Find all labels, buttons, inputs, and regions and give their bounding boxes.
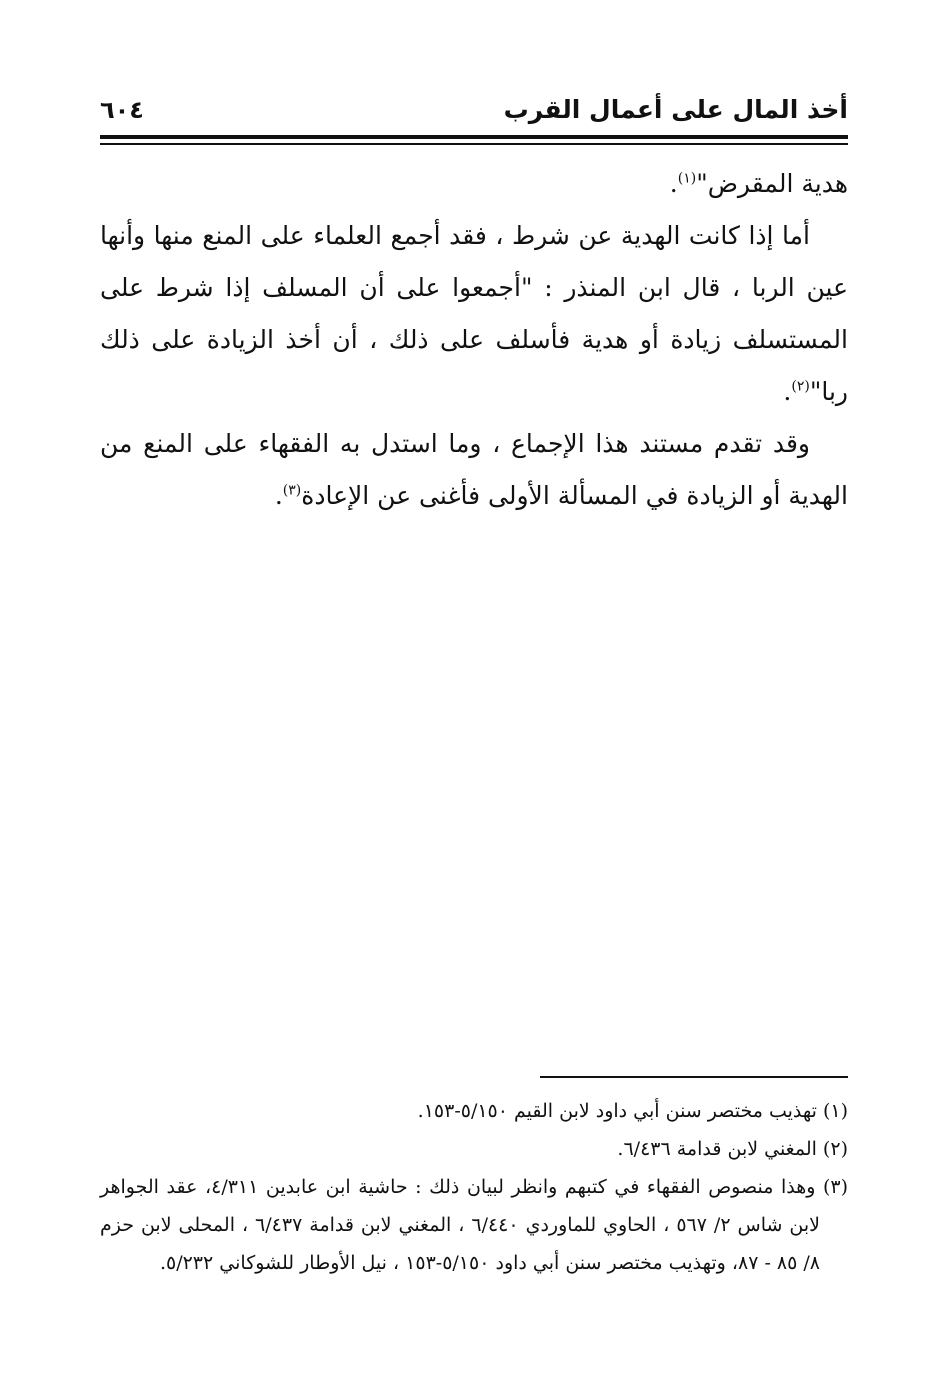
running-title: أخذ المال على أعمال القرب [503,95,848,124]
paragraph-2-text: أما إذا كانت الهدية عن شرط ، فقد أجمع العلماء على المنع منها وأنها عين الربا ، قال ابن المنذر : "أجمعوا على أن المسلف إذا شرط على المستسلف زيادة أو هدية فأسلف على ذلك ، أن أخذ الزيادة على ذلك ربا" [100,221,848,406]
footnote-separator [540,1076,848,1078]
paragraph-2-tail: . [783,377,792,406]
paragraph-2 [100,210,848,418]
footnote-3: (٣) وهذا منصوص الفقهاء في كتبهم وانظر لبيان ذلك : حاشية ابن عابدين ٤/٣١١، عقد الجواهر لابن شاس ٢/ ٥٦٧ ، الحاوي للماوردي ٦/٤٤٠ ، المغني لابن قدامة ٦/٤٣٧ ، المحلى لابن حزم ٨/ ٨٥ - ٨٧، وتهذيب مختصر سنن أبي داود ٥/١٥٠-١٥٣ ، نيل الأوطار للشوكاني ٥/٢٣٢. [100,1176,849,1274]
footnotes [100,1092,848,1282]
footnote-2: (٢) المغني لابن قدامة ٦/٤٣٦. [617,1138,848,1160]
page-number: ٦٠٤ [100,96,144,124]
footnote-1: (١) تهذيب مختصر سنن أبي داود لابن القيم ٥/١٥٠-١٥٣. [417,1100,848,1122]
page-header [100,92,848,128]
footnote-ref-2: (٢) [791,378,810,395]
header-rule-thin [100,143,848,145]
paragraph-3-text: وقد تقدم مستند هذا الإجماع ، وما استدل به الفقهاء على المنع من الهدية أو الزيادة في المسألة الأولى فأغنى عن الإعادة [100,429,848,510]
main-text [100,158,848,522]
paragraph-1-tail: . [669,169,678,198]
paragraph-1 [100,158,848,210]
paragraph-3 [100,418,848,522]
footnote-ref-1: (١) [677,170,697,187]
header-rule-thick [100,135,848,139]
footnote-ref-3: (٣) [282,482,302,499]
paragraph-1-text: هدية المقرض" [696,169,848,198]
paragraph-3-tail: . [274,481,283,510]
